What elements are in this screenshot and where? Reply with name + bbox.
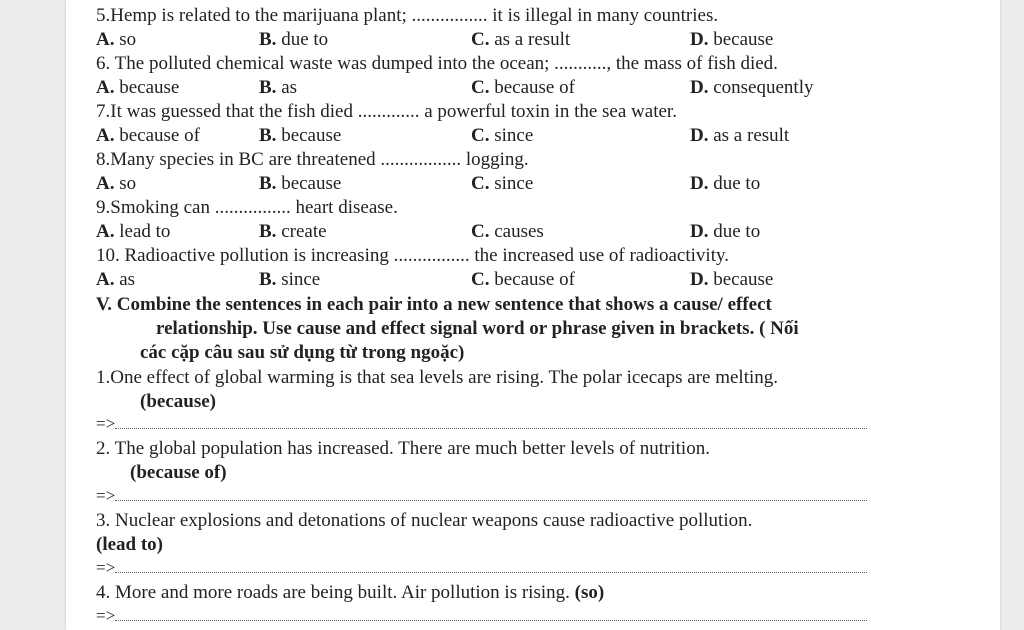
q10-option-a: A. as (96, 269, 136, 290)
q9-option-a: A. lead to (96, 221, 171, 242)
q9-option-b: B. create (259, 221, 327, 242)
q10-option-b: B. since (259, 269, 321, 290)
answer-line-1[interactable]: => (96, 414, 867, 434)
q9-option-c: C. causes (471, 221, 544, 242)
combine-item-3-hint: (lead to) (96, 534, 164, 555)
combine-item-1: 1.One effect of global warming is that sea levels are rising. The polar icecaps are melting. (96, 367, 778, 388)
question-5-stem: 5.Hemp is related to the marijuana plant; ................ it is illegal in many countries. (96, 5, 719, 26)
section-v-heading: V. Combine the sentences in each pair into a new sentence that shows a cause/ effect (96, 294, 772, 315)
q8-option-d: D. due to (690, 173, 761, 194)
q6-option-d: D. consequently (690, 77, 814, 98)
question-8-stem: 8.Many species in BC are threatened ................. logging. (96, 149, 529, 170)
combine-item-2-hint: (because of) (130, 462, 227, 483)
q8-option-a: A. so (96, 173, 137, 194)
question-9-stem: 9.Smoking can ................ heart disease. (96, 197, 398, 218)
q7-option-a: A. because of (96, 125, 200, 146)
section-v-instructions-vi: các cặp câu sau sử dụng từ trong ngoặc) (140, 342, 465, 363)
answer-line-2[interactable]: => (96, 486, 867, 506)
section-v-instructions: relationship. Use cause and effect signal word or phrase given in brackets. ( Nối (156, 318, 799, 339)
combine-item-1-hint: (because) (140, 391, 216, 412)
q7-option-b: B. because (259, 125, 342, 146)
q6-option-a: A. because (96, 77, 180, 98)
answer-line-3[interactable]: => (96, 558, 867, 578)
q9-option-d: D. due to (690, 221, 761, 242)
combine-item-4-hint: (so) (574, 582, 605, 603)
q6-option-b: B. as (259, 77, 298, 98)
q5-option-a: A. so (96, 29, 137, 50)
q7-option-d: D. as a result (690, 125, 790, 146)
q8-option-c: C. since (471, 173, 534, 194)
combine-item-3: 3. Nuclear explosions and detonations of nuclear weapons cause radioactive pollution. (96, 510, 753, 531)
q8-option-b: B. because (259, 173, 342, 194)
q7-option-c: C. since (471, 125, 534, 146)
combine-item-2: 2. The global population has increased. There are much better levels of nutrition. (96, 438, 710, 459)
question-7-stem: 7.It was guessed that the fish died ............. a powerful toxin in the sea water. (96, 101, 677, 122)
q10-option-d: D. because (690, 269, 774, 290)
answer-line-4[interactable]: => (96, 606, 867, 626)
combine-item-4: 4. More and more roads are being built. Air pollution is rising. (so) (96, 582, 605, 603)
q5-option-d: D. because (690, 29, 774, 50)
q5-option-b: B. due to (259, 29, 329, 50)
q6-option-c: C. because of (471, 77, 575, 98)
question-10-stem: 10. Radioactive pollution is increasing ................ the increased use of radioactivity. (96, 245, 729, 266)
q5-option-c: C. as a result (471, 29, 571, 50)
question-6-stem: 6. The polluted chemical waste was dumped into the ocean; ..........., the mass of fish died. (96, 53, 778, 74)
q10-option-c: C. because of (471, 269, 575, 290)
